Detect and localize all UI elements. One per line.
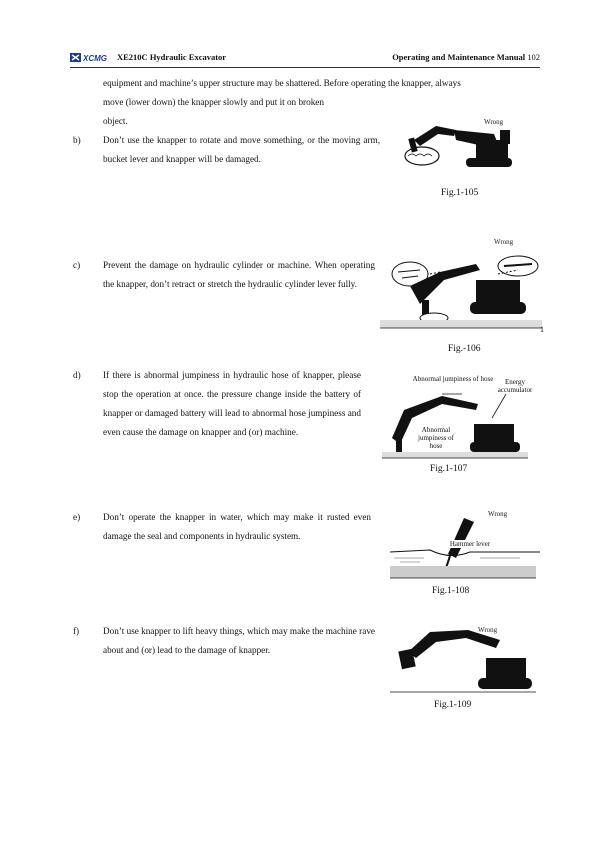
wrong-label: Wrong — [478, 626, 498, 634]
label-hammer-lever: Hammer lever — [449, 540, 491, 548]
caption-fig-1-107: Fig.1-107 — [430, 464, 468, 474]
item-marker-b: b) — [73, 135, 81, 145]
svg-text:XCMG: XCMG — [83, 54, 107, 62]
track-icon — [478, 678, 532, 689]
caption-fig-1-108: Fig.1-108 — [432, 586, 470, 596]
item-text-e: Don’t operate the knapper in water, which may make it rusted even damage the seal and components in hydraulic system. — [103, 512, 371, 541]
label-abnormal-top: Abnormal jumpiness of hose — [412, 375, 494, 383]
page-number: 102 — [527, 52, 540, 62]
header-right — [392, 52, 540, 62]
figure-1-109 — [390, 620, 540, 696]
ground — [382, 452, 528, 458]
item-text-f: Don’t use knapper to lift heavy things, which may make the machine rave about and (or) lead to the damage of knapper. — [103, 626, 375, 655]
intro-line-1: equipment and machine’s upper structure may be shattered. Before operating the knapper, always — [103, 78, 461, 88]
excavator-cab-icon — [474, 424, 514, 442]
label-abnormal-bottom: Abnormal jumpiness of hose — [416, 426, 456, 450]
manual-name: Operating and Maintenance Manual — [392, 52, 526, 62]
item-text-b: Don’t use the knapper to rotate and move something, or the moving arm, bucket lever and knapper will be damaged. — [103, 135, 380, 164]
water-line — [390, 550, 540, 556]
item-text-d: If there is abnormal jumpiness in hydraulic hose of knapper, please stop the operation at once. the pressure change inside the battery of knapper or damaged battery will lead to abnormal hose jumpiness and even cause the damage on knapper and (or) machine. — [103, 370, 361, 437]
caption-fig-1-109: Fig.1-109 — [434, 700, 472, 710]
side-mark: 1 — [540, 325, 544, 334]
track-icon — [470, 442, 520, 452]
track-icon — [466, 158, 512, 167]
item-text-c: Prevent the damage on hydraulic cylinder or machine. When operating the knapper, don’t retract or stretch the hydraulic cylinder lever fully. — [103, 260, 375, 289]
rock-icon — [405, 147, 439, 165]
figure-1-107 — [382, 388, 532, 462]
intro-line-3: object. — [103, 116, 128, 126]
caption-fig-106: Fig.-106 — [448, 344, 481, 354]
boom-arm-icon — [408, 630, 500, 658]
wrong-label: Wrong — [488, 510, 508, 518]
item-marker-d: d) — [73, 370, 81, 380]
item-marker-c: c) — [73, 260, 81, 270]
document-title: XE210C Hydraulic Excavator — [117, 52, 227, 62]
item-marker-e: e) — [73, 512, 81, 522]
wrong-label: Wrong — [494, 238, 514, 246]
label-energy-accumulator: Energy accumulator — [497, 378, 533, 394]
ground — [390, 566, 536, 578]
figure-106 — [380, 234, 546, 334]
ground — [380, 320, 542, 328]
page-header — [70, 52, 540, 66]
caption-fig-1-105: Fig.1-105 — [441, 188, 479, 198]
item-marker-f: f) — [73, 626, 80, 636]
header-rule — [70, 67, 540, 68]
figure-1-105 — [396, 114, 546, 188]
boom-arm-icon — [414, 126, 456, 146]
intro-line-2: move (lower down) the knapper slowly and put it on broken — [103, 97, 324, 107]
track-icon — [470, 302, 526, 314]
excavator-cab-icon — [476, 280, 520, 302]
excavator-cab-icon — [486, 658, 526, 678]
xcmg-logo-icon — [70, 53, 114, 62]
wrong-label: Wrong — [484, 118, 504, 126]
